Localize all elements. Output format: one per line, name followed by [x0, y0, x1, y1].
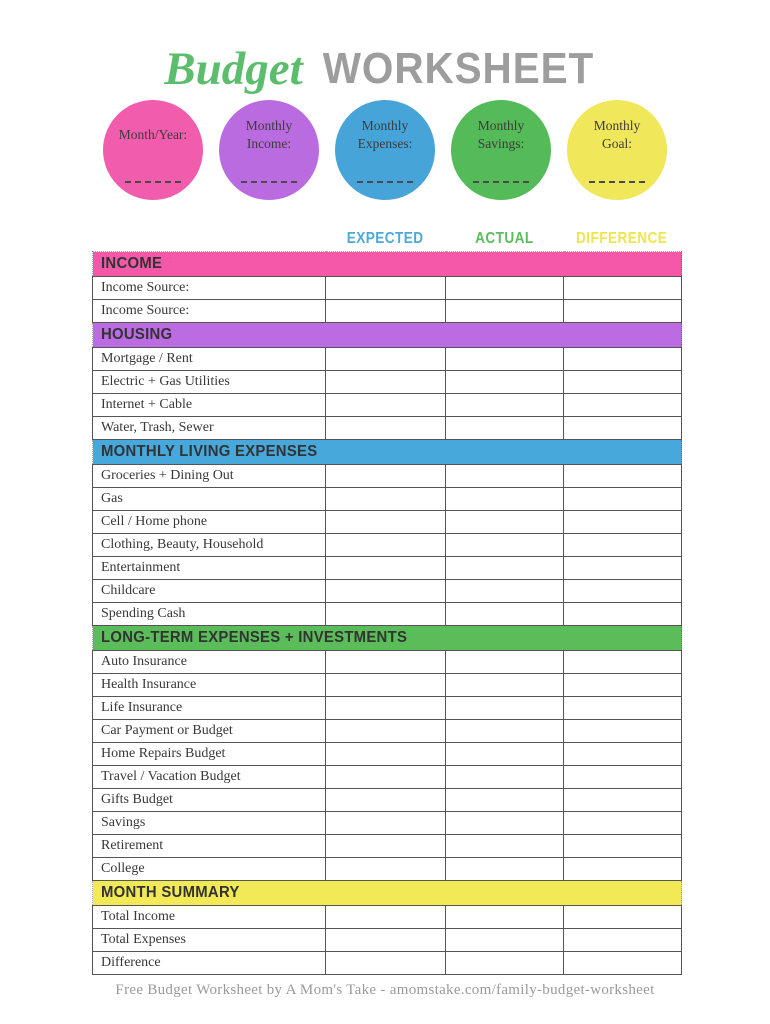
- row-label: Childcare: [93, 580, 326, 603]
- cell-difference[interactable]: [564, 743, 682, 766]
- cell-difference[interactable]: [564, 488, 682, 511]
- cell-difference[interactable]: [564, 465, 682, 488]
- column-header-label: EXPECTED: [346, 230, 424, 247]
- column-header-actual: [445, 230, 563, 248]
- section-row-housing: [93, 323, 682, 348]
- circle-monthly-income: [219, 100, 319, 200]
- row-label: Gifts Budget: [93, 789, 326, 812]
- cell-expected[interactable]: [326, 371, 446, 394]
- row-label: Retirement: [93, 835, 326, 858]
- section-title: LONG-TERM EXPENSES + INVESTMENTS: [101, 629, 408, 646]
- table-row: [93, 720, 682, 743]
- table-row: [93, 789, 682, 812]
- cell-actual[interactable]: [446, 697, 564, 720]
- circle-label: Monthly Income:: [245, 117, 293, 151]
- circle-monthly-goal: [567, 100, 667, 200]
- cell-difference[interactable]: [564, 580, 682, 603]
- cell-actual[interactable]: [446, 277, 564, 300]
- page-title: [0, 0, 770, 100]
- section-header: [93, 323, 682, 348]
- cell-actual[interactable]: [446, 812, 564, 835]
- row-label: Health Insurance: [93, 674, 326, 697]
- fill-in-blank[interactable]: [357, 181, 413, 183]
- cell-actual[interactable]: [446, 394, 564, 417]
- table-row: [93, 743, 682, 766]
- column-header-difference: [563, 230, 681, 248]
- cell-difference[interactable]: [564, 952, 682, 975]
- table-row: [93, 277, 682, 300]
- cell-expected[interactable]: [326, 394, 446, 417]
- section-title: INCOME: [101, 255, 163, 272]
- cell-expected[interactable]: [326, 511, 446, 534]
- section-header: [93, 881, 682, 906]
- table-row: [93, 835, 682, 858]
- section-row-income: [93, 252, 682, 277]
- cell-difference[interactable]: [564, 300, 682, 323]
- cell-difference[interactable]: [564, 371, 682, 394]
- summary-circles: [0, 100, 770, 200]
- cell-difference[interactable]: [564, 557, 682, 580]
- table-row: [93, 651, 682, 674]
- cell-expected[interactable]: [326, 720, 446, 743]
- cell-expected[interactable]: [326, 580, 446, 603]
- cell-expected[interactable]: [326, 465, 446, 488]
- row-label: Internet + Cable: [93, 394, 326, 417]
- cell-expected[interactable]: [326, 651, 446, 674]
- cell-difference[interactable]: [564, 277, 682, 300]
- table-row: [93, 766, 682, 789]
- title-script-word: Budget: [164, 43, 303, 95]
- row-label: Groceries + Dining Out: [93, 465, 326, 488]
- circle-label: Monthly Goal:: [593, 117, 641, 151]
- column-headers-row: [92, 226, 681, 248]
- cell-actual[interactable]: [446, 835, 564, 858]
- section-header: [93, 626, 682, 651]
- cell-difference[interactable]: [564, 906, 682, 929]
- section-row-month-summary: [93, 881, 682, 906]
- cell-difference[interactable]: [564, 534, 682, 557]
- cell-actual[interactable]: [446, 789, 564, 812]
- cell-actual[interactable]: [446, 766, 564, 789]
- footer-credit: Free Budget Worksheet by A Mom's Take - amomstake.com/family-budget-worksheet: [115, 982, 655, 998]
- table-row: [93, 929, 682, 952]
- cell-difference[interactable]: [564, 929, 682, 952]
- section-row-long-term-expenses-investments: [93, 626, 682, 651]
- cell-difference[interactable]: [564, 417, 682, 440]
- cell-actual[interactable]: [446, 743, 564, 766]
- cell-actual[interactable]: [446, 580, 564, 603]
- row-label: Mortgage / Rent: [93, 348, 326, 371]
- section-title: MONTHLY LIVING EXPENSES: [101, 443, 318, 460]
- cell-expected[interactable]: [326, 858, 446, 881]
- cell-expected[interactable]: [326, 835, 446, 858]
- cell-difference[interactable]: [564, 789, 682, 812]
- column-header-label: DIFFERENCE: [576, 230, 668, 247]
- cell-difference[interactable]: [564, 835, 682, 858]
- section-header: [93, 440, 682, 465]
- cell-actual[interactable]: [446, 651, 564, 674]
- row-label: Home Repairs Budget: [93, 743, 326, 766]
- table-row: [93, 488, 682, 511]
- table-row: [93, 557, 682, 580]
- cell-expected[interactable]: [326, 348, 446, 371]
- cell-expected[interactable]: [326, 557, 446, 580]
- cell-actual[interactable]: [446, 952, 564, 975]
- cell-actual[interactable]: [446, 603, 564, 626]
- cell-expected[interactable]: [326, 534, 446, 557]
- row-label: Car Payment or Budget: [93, 720, 326, 743]
- cell-actual[interactable]: [446, 511, 564, 534]
- row-label: College: [93, 858, 326, 881]
- cell-expected[interactable]: [326, 906, 446, 929]
- row-label: Entertainment: [93, 557, 326, 580]
- cell-expected[interactable]: [326, 789, 446, 812]
- cell-actual[interactable]: [446, 858, 564, 881]
- fill-in-blank[interactable]: [589, 181, 645, 183]
- row-label: Life Insurance: [93, 697, 326, 720]
- table-row: [93, 465, 682, 488]
- circle-label: Monthly Expenses:: [357, 117, 413, 151]
- cell-expected[interactable]: [326, 674, 446, 697]
- table-row: [93, 812, 682, 835]
- table-row: [93, 580, 682, 603]
- cell-actual[interactable]: [446, 465, 564, 488]
- cell-actual[interactable]: [446, 674, 564, 697]
- table-row: [93, 417, 682, 440]
- cell-actual[interactable]: [446, 488, 564, 511]
- circle-month-year: [103, 100, 203, 200]
- cell-difference[interactable]: [564, 511, 682, 534]
- table-row: [93, 603, 682, 626]
- cell-actual[interactable]: [446, 348, 564, 371]
- column-header-expected: [325, 230, 445, 248]
- cell-expected[interactable]: [326, 929, 446, 952]
- row-label: Income Source:: [93, 300, 326, 323]
- cell-expected[interactable]: [326, 300, 446, 323]
- budget-table: [92, 251, 682, 975]
- column-header-label: ACTUAL: [474, 230, 534, 247]
- row-label: Travel / Vacation Budget: [93, 766, 326, 789]
- section-title: HOUSING: [101, 326, 173, 343]
- cell-difference[interactable]: [564, 766, 682, 789]
- row-label: Auto Insurance: [93, 651, 326, 674]
- table-row: [93, 300, 682, 323]
- row-label: Difference: [93, 952, 326, 975]
- row-label: Gas: [93, 488, 326, 511]
- row-label: Electric + Gas Utilities: [93, 371, 326, 394]
- section-header: [93, 252, 682, 277]
- cell-actual[interactable]: [446, 557, 564, 580]
- fill-in-blank[interactable]: [125, 181, 181, 183]
- section-row-monthly-living-expenses: [93, 440, 682, 465]
- cell-difference[interactable]: [564, 348, 682, 371]
- circle-label: Monthly Savings:: [477, 117, 525, 151]
- cell-actual[interactable]: [446, 720, 564, 743]
- section-title: MONTH SUMMARY: [101, 884, 240, 901]
- cell-difference[interactable]: [564, 812, 682, 835]
- table-row: [93, 697, 682, 720]
- fill-in-blank[interactable]: [473, 181, 529, 183]
- table-row: [93, 394, 682, 417]
- cell-difference[interactable]: [564, 720, 682, 743]
- row-label: Water, Trash, Sewer: [93, 417, 326, 440]
- table-row: [93, 534, 682, 557]
- row-label: Total Expenses: [93, 929, 326, 952]
- cell-actual[interactable]: [446, 300, 564, 323]
- fill-in-blank[interactable]: [241, 181, 297, 183]
- cell-expected[interactable]: [326, 743, 446, 766]
- table-row: [93, 511, 682, 534]
- row-label: Spending Cash: [93, 603, 326, 626]
- circle-monthly-expenses: [335, 100, 435, 200]
- cell-difference[interactable]: [564, 651, 682, 674]
- cell-difference[interactable]: [564, 674, 682, 697]
- row-label: Clothing, Beauty, Household: [93, 534, 326, 557]
- cell-expected[interactable]: [326, 277, 446, 300]
- cell-expected[interactable]: [326, 488, 446, 511]
- cell-actual[interactable]: [446, 929, 564, 952]
- cell-expected[interactable]: [326, 697, 446, 720]
- cell-expected[interactable]: [326, 603, 446, 626]
- row-label: Cell / Home phone: [93, 511, 326, 534]
- row-label: Savings: [93, 812, 326, 835]
- row-label: Income Source:: [93, 277, 326, 300]
- cell-actual[interactable]: [446, 906, 564, 929]
- cell-difference[interactable]: [564, 603, 682, 626]
- table-row: [93, 906, 682, 929]
- cell-actual[interactable]: [446, 371, 564, 394]
- table-row: [93, 858, 682, 881]
- cell-difference[interactable]: [564, 394, 682, 417]
- row-label: Total Income: [93, 906, 326, 929]
- cell-difference[interactable]: [564, 697, 682, 720]
- cell-actual[interactable]: [446, 534, 564, 557]
- table-row: [93, 348, 682, 371]
- cell-expected[interactable]: [326, 417, 446, 440]
- circle-monthly-savings: [451, 100, 551, 200]
- table-row: [93, 371, 682, 394]
- circle-label: Month/Year:: [118, 126, 188, 142]
- cell-actual[interactable]: [446, 417, 564, 440]
- cell-expected[interactable]: [326, 766, 446, 789]
- table-row: [93, 674, 682, 697]
- cell-expected[interactable]: [326, 812, 446, 835]
- cell-difference[interactable]: [564, 858, 682, 881]
- title-block-word: WORKSHEET: [322, 44, 594, 93]
- table-row: [93, 952, 682, 975]
- cell-expected[interactable]: [326, 952, 446, 975]
